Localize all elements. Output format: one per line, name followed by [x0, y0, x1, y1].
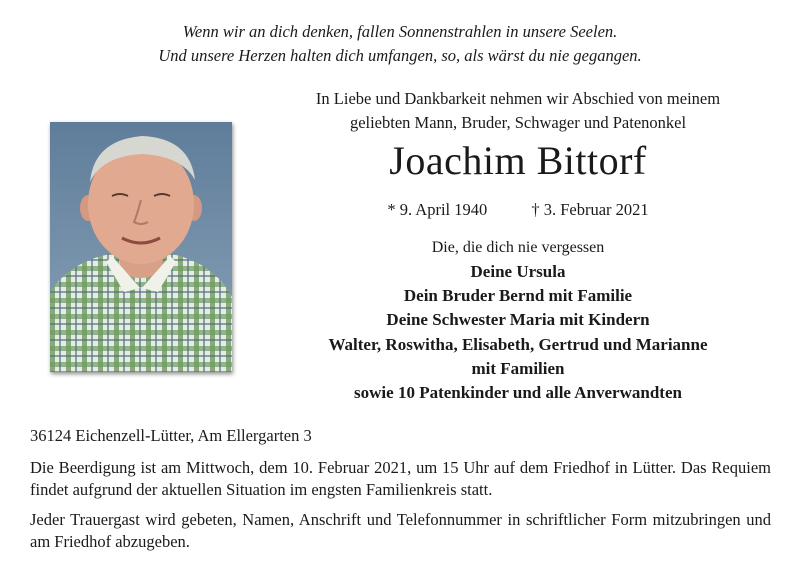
mourner-line: Deine Schwester Maria mit Kindern [386, 310, 650, 330]
poem-line: Wenn wir an dich denken, fallen Sonnenstrahlen in unsere Seelen. [182, 22, 618, 41]
poem-line: Und unsere Herzen halten dich umfangen, so, als wärst du nie gegangen. [158, 46, 642, 65]
mourners-list [248, 260, 788, 405]
mourner-line: Dein Bruder Bernd mit Familie [403, 286, 633, 306]
deceased-name: Joachim Bittorf [389, 138, 647, 183]
death-date: † 3. Februar 2021 [531, 200, 649, 219]
poem [0, 20, 800, 68]
guest-notice: Jeder Trauergast wird gebeten, Namen, Anschrift und Telefonnummer in schriftlicher Form mitzubringen und am Friedhof abzugeben. [30, 510, 771, 551]
mourner-line: Walter, Roswitha, Elisabeth, Gertrud und Marianne [328, 334, 708, 354]
portrait-photo [50, 122, 232, 372]
birth-date: * 9. April 1940 [387, 200, 488, 219]
intro-line: In Liebe und Dankbarkeit nehmen wir Abschied von meinem [315, 89, 721, 108]
funeral-notice: Die Beerdigung ist am Mittwoch, dem 10. Februar 2021, um 15 Uhr auf dem Friedhof in Lütter. Das Requiem findet aufgrund der aktuellen Situation im engsten Familienkreis statt. [30, 458, 771, 499]
intro-line: geliebten Mann, Bruder, Schwager und Patenonkel [349, 113, 687, 132]
mourner-line: sowie 10 Patenkinder und alle Anverwandten [354, 383, 682, 403]
mourners-intro: Die, die dich nie vergessen [431, 239, 605, 256]
farewell-intro [248, 87, 788, 135]
family-address: 36124 Eichenzell-Lütter, Am Ellergarten 3 [30, 426, 312, 445]
life-dates [248, 198, 788, 222]
mourner-line: Deine Ursula [470, 262, 566, 281]
mourner-line: mit Familien [471, 358, 565, 378]
